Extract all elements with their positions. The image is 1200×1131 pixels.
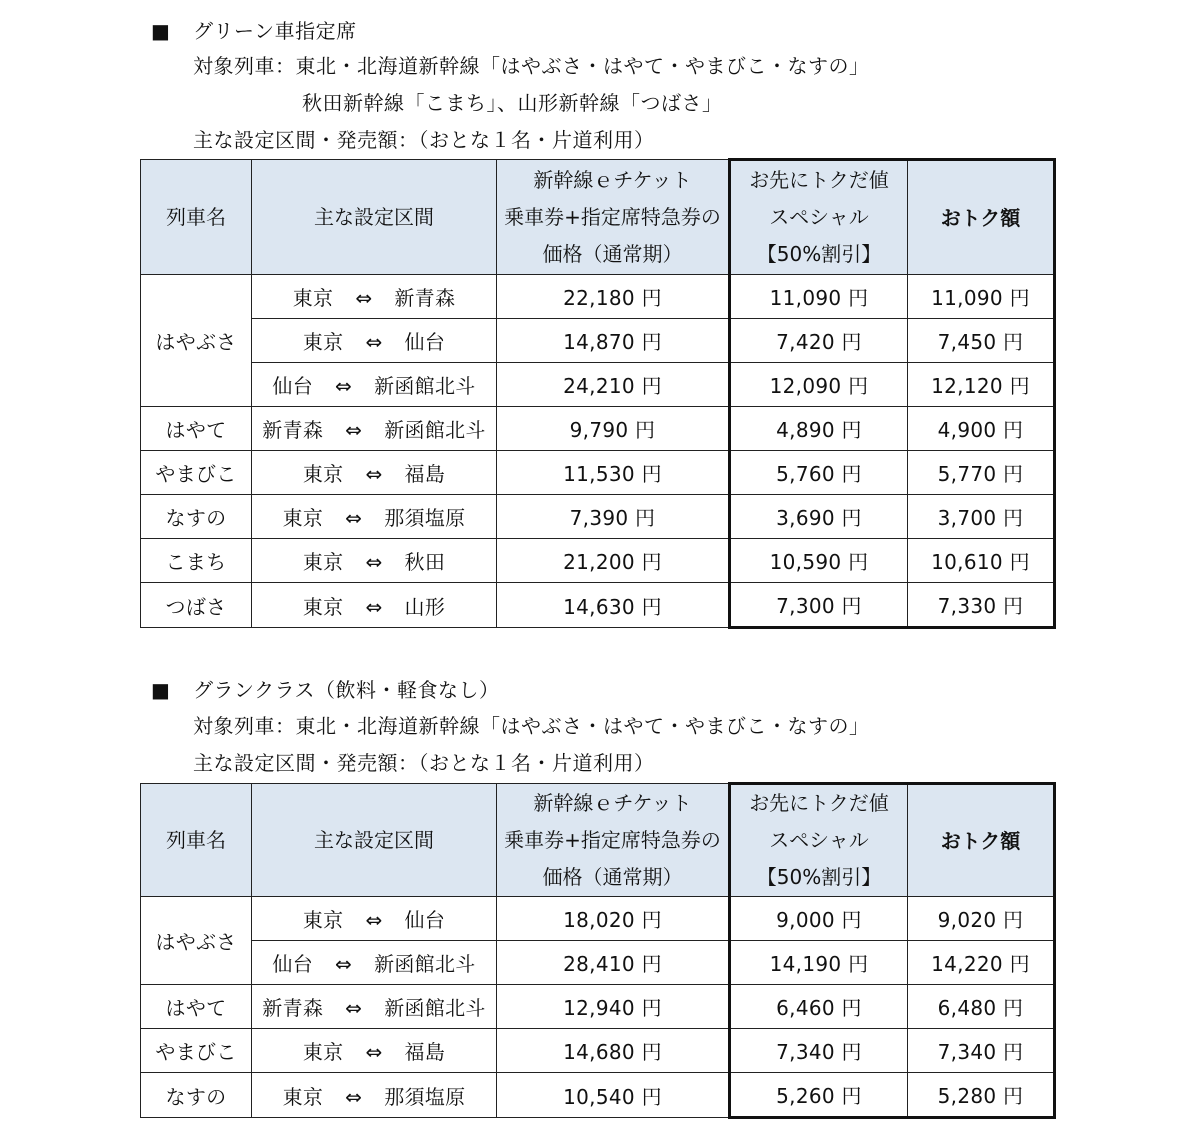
header-special-price-line: お先にトクだ値 (749, 168, 889, 192)
special-price-cell: 10,590 円 (730, 539, 908, 583)
route-arrow: ⇔ (335, 952, 353, 976)
route-cell (252, 985, 497, 1029)
route-cell (252, 539, 497, 583)
route-arrow: ⇔ (365, 908, 383, 932)
regular-price-cell: 21,200 円 (497, 539, 730, 583)
route-from: 東京 (302, 594, 344, 619)
route-text (293, 282, 456, 311)
table-row (141, 407, 1055, 451)
route-cell (252, 319, 497, 363)
route-text (262, 992, 485, 1021)
train-name-cell: なすの (141, 1073, 252, 1118)
train-name-cell: はやて (141, 407, 252, 451)
route-arrow: ⇔ (365, 550, 383, 574)
saving-cell: 4,900 円 (908, 407, 1055, 451)
route-arrow: ⇔ (365, 330, 383, 354)
route-arrow: ⇔ (345, 418, 363, 442)
table-row (141, 275, 1055, 319)
route-cell (252, 941, 497, 985)
route-from: 東京 (302, 908, 344, 932)
section-title: グランクラス（飲料・軽食なし） (193, 678, 500, 702)
header-saving: おトク額 (908, 160, 1055, 275)
table-row (141, 319, 1055, 363)
route-arrow: ⇔ (355, 286, 373, 310)
header-route: 主な設定区間 (252, 784, 497, 897)
route-to: 仙台 (404, 330, 446, 354)
special-price-cell: 11,090 円 (730, 275, 908, 319)
special-price-cell: 6,460 円 (730, 985, 908, 1029)
route-arrow: ⇔ (365, 594, 383, 619)
regular-price-cell: 7,390 円 (497, 495, 730, 539)
table-row (141, 583, 1055, 628)
route-from: 東京 (302, 330, 344, 354)
route-cell (252, 407, 497, 451)
route-to: 山形 (404, 594, 446, 619)
fare-section-caption: 主な設定区間・発売額：（おとな１名・片道利用） (193, 751, 655, 775)
table-row (141, 985, 1055, 1029)
table-row (141, 897, 1055, 941)
train-name-cell: やまびこ (141, 1029, 252, 1073)
special-price-cell: 7,300 円 (730, 583, 908, 628)
target-trains-line: 対象列車：東北・北海道新幹線「はやぶさ・はやて・やまびこ・なすの」 (193, 54, 870, 78)
special-price-cell: 7,420 円 (730, 319, 908, 363)
green-car-fare-table (140, 158, 1056, 629)
route-to: 福島 (404, 462, 446, 486)
route-text (303, 326, 445, 355)
route-from: 東京 (282, 506, 324, 530)
route-to: 福島 (404, 1040, 446, 1064)
route-to: 那須塩原 (384, 1084, 466, 1109)
header-route: 主な設定区間 (252, 160, 497, 275)
special-price-cell: 7,340 円 (730, 1029, 908, 1073)
special-price-cell: 3,690 円 (730, 495, 908, 539)
regular-price-cell: 14,680 円 (497, 1029, 730, 1073)
header-special-price-line: 【50%割引】 (756, 242, 882, 266)
regular-price-cell: 10,540 円 (497, 1073, 730, 1118)
saving-cell: 14,220 円 (908, 941, 1055, 985)
route-text (303, 591, 445, 620)
section-title: グリーン車指定席 (193, 19, 357, 43)
header-special-price-line: お先にトクだ値 (749, 791, 889, 815)
saving-cell: 3,700 円 (908, 495, 1055, 539)
route-text (262, 414, 485, 443)
table-row (141, 941, 1055, 985)
section-bullet: ■ (151, 19, 170, 43)
special-price-cell: 14,190 円 (730, 941, 908, 985)
fare-section-caption: 主な設定区間・発売額：（おとな１名・片道利用） (193, 128, 655, 152)
saving-cell: 5,770 円 (908, 451, 1055, 495)
header-regular-price-line: 乗車券+指定席特急券の (504, 827, 721, 852)
route-arrow: ⇔ (365, 1040, 383, 1064)
route-arrow: ⇔ (365, 462, 383, 486)
section-bullet: ■ (151, 678, 170, 702)
target-trains-line: 対象列車：東北・北海道新幹線「はやぶさ・はやて・やまびこ・なすの」 (193, 714, 870, 738)
table-row (141, 495, 1055, 539)
route-from: 新青森 (262, 996, 324, 1020)
route-to: 新青森 (394, 286, 456, 310)
route-to: 新函館北斗 (384, 996, 486, 1020)
route-cell (252, 495, 497, 539)
table-row (141, 363, 1055, 407)
special-price-cell: 5,260 円 (730, 1073, 908, 1118)
regular-price-cell: 28,410 円 (497, 941, 730, 985)
route-to: 仙台 (404, 908, 446, 932)
route-text (303, 458, 445, 487)
train-name-cell: はやぶさ (141, 897, 252, 985)
saving-cell: 6,480 円 (908, 985, 1055, 1029)
route-text (272, 370, 475, 399)
header-special-price (730, 784, 908, 897)
train-name-cell: こまち (141, 539, 252, 583)
route-cell (252, 451, 497, 495)
route-to: 新函館北斗 (384, 418, 486, 442)
header-special-price-line: スペシャル (769, 205, 869, 229)
saving-cell: 12,120 円 (908, 363, 1055, 407)
route-from: 仙台 (272, 952, 314, 976)
route-from: 東京 (302, 550, 344, 574)
regular-price-cell: 14,630 円 (497, 583, 730, 628)
route-from: 東京 (302, 1040, 344, 1064)
header-saving: おトク額 (908, 784, 1055, 897)
table-row (141, 451, 1055, 495)
saving-cell: 10,610 円 (908, 539, 1055, 583)
regular-price-cell: 14,870 円 (497, 319, 730, 363)
route-from: 東京 (292, 286, 334, 310)
route-to: 新函館北斗 (374, 374, 476, 398)
route-from: 新青森 (262, 418, 324, 442)
regular-price-cell: 12,940 円 (497, 985, 730, 1029)
route-text (272, 948, 475, 977)
route-to: 那須塩原 (384, 506, 466, 530)
saving-cell: 7,340 円 (908, 1029, 1055, 1073)
train-name-cell: つばさ (141, 583, 252, 628)
route-text (303, 546, 445, 575)
saving-cell: 7,450 円 (908, 319, 1055, 363)
saving-cell: 5,280 円 (908, 1073, 1055, 1118)
route-from: 仙台 (272, 374, 314, 398)
special-price-cell: 9,000 円 (730, 897, 908, 941)
header-regular-price-line: 乗車券+指定席特急券の (504, 204, 721, 229)
route-cell (252, 897, 497, 941)
saving-cell: 7,330 円 (908, 583, 1055, 628)
route-from: 東京 (302, 462, 344, 486)
route-arrow: ⇔ (345, 996, 363, 1020)
regular-price-cell: 18,020 円 (497, 897, 730, 941)
gran-class-fare-table (140, 782, 1056, 1119)
regular-price-cell: 24,210 円 (497, 363, 730, 407)
route-arrow: ⇔ (345, 506, 363, 530)
header-special-price-line: スペシャル (769, 828, 869, 852)
table-row (141, 539, 1055, 583)
special-price-cell: 12,090 円 (730, 363, 908, 407)
header-train-name: 列車名 (141, 784, 252, 897)
route-text (283, 502, 466, 531)
route-cell (252, 363, 497, 407)
train-name-cell: はやぶさ (141, 275, 252, 407)
header-regular-price (497, 784, 730, 897)
route-from: 東京 (282, 1084, 324, 1109)
route-text (303, 904, 445, 933)
route-cell (252, 1073, 497, 1118)
train-name-cell: はやて (141, 985, 252, 1029)
regular-price-cell: 11,530 円 (497, 451, 730, 495)
train-name-cell: なすの (141, 495, 252, 539)
route-cell (252, 275, 497, 319)
regular-price-cell: 22,180 円 (497, 275, 730, 319)
route-text (303, 1036, 445, 1065)
route-text (283, 1081, 466, 1110)
header-regular-price-line: 価格（通常期） (542, 864, 683, 889)
header-special-price (730, 160, 908, 275)
regular-price-cell: 9,790 円 (497, 407, 730, 451)
route-arrow: ⇔ (345, 1084, 363, 1109)
saving-cell: 9,020 円 (908, 897, 1055, 941)
table-row (141, 1029, 1055, 1073)
route-arrow: ⇔ (335, 374, 353, 398)
header-special-price-line: 【50%割引】 (756, 865, 882, 889)
header-regular-price-line: 新幹線ｅチケット (533, 790, 692, 815)
target-trains-line-cont: 秋田新幹線「こまち」、山形新幹線「つばさ」 (302, 91, 723, 115)
route-to: 新函館北斗 (374, 952, 476, 976)
special-price-cell: 5,760 円 (730, 451, 908, 495)
special-price-cell: 4,890 円 (730, 407, 908, 451)
route-cell (252, 583, 497, 628)
header-train-name: 列車名 (141, 160, 252, 275)
header-regular-price-line: 価格（通常期） (542, 241, 683, 266)
header-regular-price-line: 新幹線ｅチケット (533, 167, 692, 192)
train-name-cell: やまびこ (141, 451, 252, 495)
saving-cell: 11,090 円 (908, 275, 1055, 319)
header-regular-price (497, 160, 730, 275)
table-row (141, 1073, 1055, 1118)
route-cell (252, 1029, 497, 1073)
route-to: 秋田 (404, 550, 446, 574)
